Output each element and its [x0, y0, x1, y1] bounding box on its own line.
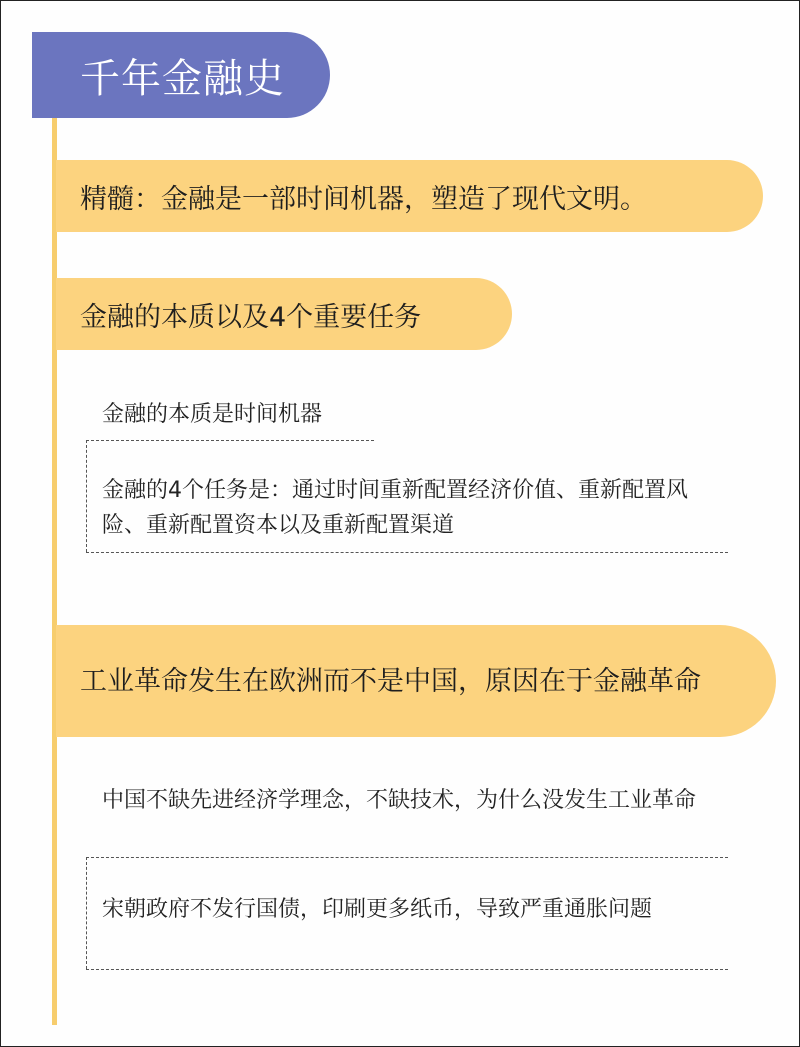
note-nature: 金融的本质是时间机器	[102, 402, 323, 427]
divider	[86, 857, 87, 969]
divider	[86, 969, 728, 970]
divider	[86, 440, 87, 552]
page-title: 千年金融史	[32, 32, 330, 118]
note-tasks: 金融的4个任务是：通过时间重新配置经济价值、重新配置风险、重新配置资本以及重新配置渠道	[102, 478, 688, 538]
heading-nature-tasks: 金融的本质以及4个重要任务	[56, 278, 512, 350]
heading-essence: 精髓：金融是一部时间机器，塑造了现代文明。	[56, 160, 763, 232]
divider	[86, 440, 374, 441]
note-song: 宋朝政府不发行国债，印刷更多纸币，导致严重通胀问题	[102, 897, 653, 922]
note-china: 中国不缺先进经济学理念，不缺技术，为什么没发生工业革命	[102, 788, 697, 813]
divider	[86, 857, 728, 858]
heading-industrial-revolution: 工业革命发生在欧洲而不是中国，原因在于金融革命	[56, 625, 776, 737]
divider	[86, 552, 728, 553]
